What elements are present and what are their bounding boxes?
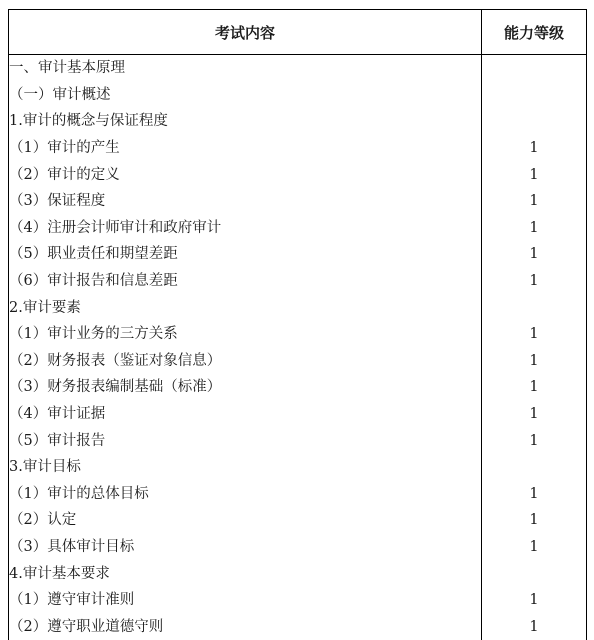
table-row (9, 188, 587, 215)
row-content: （1）遵守审计准则 (9, 587, 482, 614)
table-row (9, 348, 587, 375)
row-content: （2）认定 (9, 507, 482, 534)
row-content: （5）审计报告 (9, 427, 482, 454)
row-level: 1 (482, 348, 587, 375)
row-content: （一）审计概述 (9, 82, 482, 109)
row-level: 1 (482, 427, 587, 454)
table-row (9, 507, 587, 534)
table-row (9, 374, 587, 401)
row-level (482, 55, 587, 82)
row-level (482, 294, 587, 321)
table-row (9, 241, 587, 268)
row-content: （1）审计业务的三方关系 (9, 321, 482, 348)
row-content: 4.审计基本要求 (9, 560, 482, 587)
row-level: 1 (482, 507, 587, 534)
table-row (9, 321, 587, 348)
row-level: 1 (482, 161, 587, 188)
table-row (9, 161, 587, 188)
row-level (482, 560, 587, 587)
table-row (9, 268, 587, 295)
row-content: （3）保证程度 (9, 188, 482, 215)
row-level: 1 (482, 215, 587, 242)
syllabus-table (8, 9, 587, 640)
table-row (9, 294, 587, 321)
table-row (9, 454, 587, 481)
header-content: 考试内容 (9, 10, 482, 55)
row-content: （3）具体审计目标 (9, 534, 482, 561)
row-content: （2）遵守职业道德守则 (9, 613, 482, 640)
row-content: （4）审计证据 (9, 401, 482, 428)
row-level: 1 (482, 241, 587, 268)
table-row (9, 613, 587, 640)
row-content: 1.审计的概念与保证程度 (9, 108, 482, 135)
header-level: 能力等级 (482, 10, 587, 55)
row-level (482, 82, 587, 109)
table-row (9, 401, 587, 428)
row-level: 1 (482, 374, 587, 401)
table-row (9, 427, 587, 454)
table-row (9, 215, 587, 242)
table-row (9, 82, 587, 109)
row-content: 3.审计目标 (9, 454, 482, 481)
row-content: （2）审计的定义 (9, 161, 482, 188)
table-row (9, 108, 587, 135)
row-level (482, 454, 587, 481)
row-level: 1 (482, 401, 587, 428)
row-level: 1 (482, 188, 587, 215)
row-content: 2.审计要素 (9, 294, 482, 321)
row-content: （6）审计报告和信息差距 (9, 268, 482, 295)
row-content: 一、审计基本原理 (9, 55, 482, 82)
row-level (482, 108, 587, 135)
row-content: （3）财务报表编制基础（标准） (9, 374, 482, 401)
table-row (9, 135, 587, 162)
row-content: （5）职业责任和期望差距 (9, 241, 482, 268)
row-level: 1 (482, 613, 587, 640)
row-level: 1 (482, 587, 587, 614)
row-level: 1 (482, 135, 587, 162)
row-level: 1 (482, 268, 587, 295)
table-row (9, 587, 587, 614)
row-content: （1）审计的产生 (9, 135, 482, 162)
row-content: （1）审计的总体目标 (9, 481, 482, 508)
table-body (9, 55, 587, 640)
row-level: 1 (482, 321, 587, 348)
table-row (9, 534, 587, 561)
table-row (9, 481, 587, 508)
row-content: （2）财务报表（鉴证对象信息） (9, 348, 482, 375)
row-level: 1 (482, 534, 587, 561)
table-header-row (9, 10, 587, 55)
row-level: 1 (482, 481, 587, 508)
table-row (9, 560, 587, 587)
table-row (9, 55, 587, 82)
row-content: （4）注册会计师审计和政府审计 (9, 215, 482, 242)
